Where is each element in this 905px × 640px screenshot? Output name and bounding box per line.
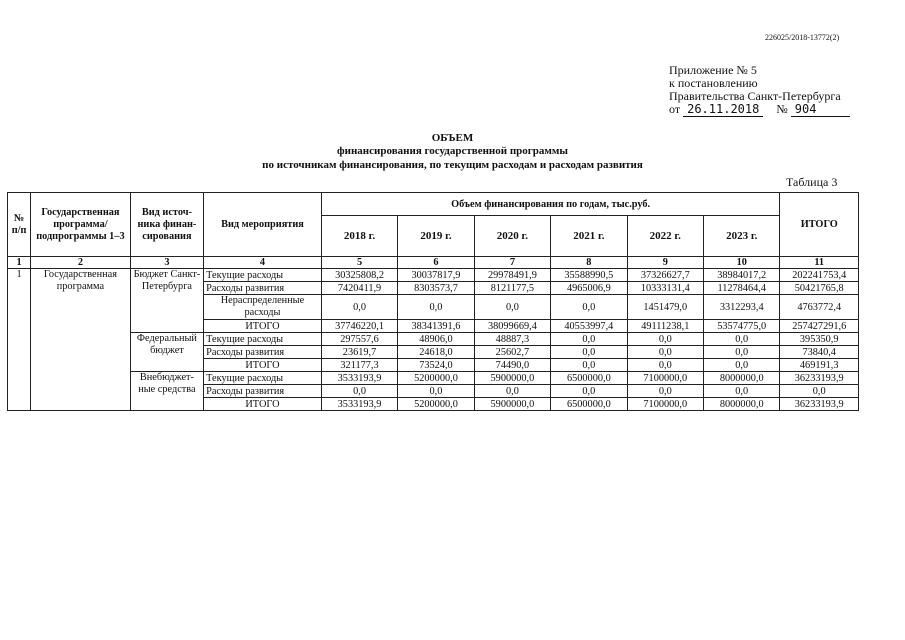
number-label: № (776, 102, 788, 116)
value-cell: 38341391,6 (398, 320, 474, 333)
col-number: 6 (398, 257, 474, 269)
value-cell: 36233193,9 (780, 372, 859, 385)
value-cell: 0,0 (551, 333, 627, 346)
appendix-line-1: Приложение № 5 (669, 63, 757, 77)
value-cell: 0,0 (398, 385, 474, 398)
value-cell: 29978491,9 (474, 269, 550, 282)
col-number: 8 (551, 257, 627, 269)
value-cell: 0,0 (551, 385, 627, 398)
value-cell: 3533193,9 (321, 398, 397, 411)
header-year: 2021 г. (551, 216, 627, 257)
appendix-line-3: Правительства Санкт-Петербурга (669, 89, 841, 103)
value-cell: 5200000,0 (398, 398, 474, 411)
activity-label: ИТОГО (204, 359, 322, 372)
value-cell: 8000000,0 (704, 372, 780, 385)
appendix-block (669, 64, 850, 117)
activity-label: Расходы развития (204, 385, 322, 398)
value-cell: 50421765,8 (780, 282, 859, 295)
value-cell: 23619,7 (321, 346, 397, 359)
value-cell: 73840,4 (780, 346, 859, 359)
header-year: 2023 г. (704, 216, 780, 257)
activity-label: Расходы развития (204, 282, 322, 295)
column-numbers-row (8, 257, 859, 269)
value-cell: 395350,9 (780, 333, 859, 346)
appendix-line-2: к постановлению (669, 76, 758, 90)
header-total: ИТОГО (780, 193, 859, 257)
value-cell: 469191,3 (780, 359, 859, 372)
value-cell: 30037817,9 (398, 269, 474, 282)
table-number: Таблица 3 (786, 175, 838, 189)
value-cell: 0,0 (551, 359, 627, 372)
header-source: Вид источ-ника финан-сирования (130, 193, 203, 257)
activity-label: Расходы развития (204, 346, 322, 359)
value-cell: 0,0 (627, 333, 703, 346)
value-cell: 3312293,4 (704, 295, 780, 320)
value-cell: 8000000,0 (704, 398, 780, 411)
value-cell: 38099669,4 (474, 320, 550, 333)
col-number: 11 (780, 257, 859, 269)
value-cell: 49111238,1 (627, 320, 703, 333)
value-cell: 0,0 (551, 295, 627, 320)
activity-label: Текущие расходы (204, 372, 322, 385)
program-name: Государственная программа (31, 269, 131, 411)
activity-label: ИТОГО (204, 398, 322, 411)
header-year: 2018 г. (321, 216, 397, 257)
table-row (8, 372, 859, 385)
col-number: 3 (130, 257, 203, 269)
value-cell: 48887,3 (474, 333, 550, 346)
value-cell: 53574775,0 (704, 320, 780, 333)
value-cell: 10333131,4 (627, 282, 703, 295)
activity-label: Текущие расходы (204, 269, 322, 282)
value-cell: 0,0 (474, 385, 550, 398)
table-row (8, 333, 859, 346)
value-cell: 37326627,7 (627, 269, 703, 282)
col-number: 7 (474, 257, 550, 269)
value-cell: 6500000,0 (551, 398, 627, 411)
value-cell: 0,0 (474, 295, 550, 320)
header-volume: Объем финансирования по годам, тыс.руб. (321, 193, 780, 216)
activity-label: ИТОГО (204, 320, 322, 333)
row-no: 1 (8, 269, 31, 411)
activity-label: Текущие расходы (204, 333, 322, 346)
appendix-date-line (669, 103, 850, 117)
header-activity: Вид мероприятия (204, 193, 322, 257)
header-program: Государственная программа/ подпрограммы 1–3 (31, 193, 131, 257)
doc-subtitle-2: по источникам финансирования, по текущим расходам и расходам развития (262, 159, 643, 171)
value-cell: 5900000,0 (474, 398, 550, 411)
value-cell: 8121177,5 (474, 282, 550, 295)
header-no: № п/п (8, 193, 31, 257)
value-cell: 6500000,0 (551, 372, 627, 385)
resolution-number: 904 (791, 103, 851, 117)
value-cell: 0,0 (321, 295, 397, 320)
value-cell: 7100000,0 (627, 398, 703, 411)
source-spb: Бюджет Санкт-Петербурга (130, 269, 203, 333)
col-number: 4 (204, 257, 322, 269)
value-cell: 37746220,1 (321, 320, 397, 333)
value-cell: 4763772,4 (780, 295, 859, 320)
value-cell: 8303573,7 (398, 282, 474, 295)
financing-table (7, 192, 859, 411)
value-cell: 35588990,5 (551, 269, 627, 282)
col-number: 2 (31, 257, 131, 269)
value-cell: 0,0 (321, 385, 397, 398)
document-id: 226025/2018-13772(2) (765, 33, 840, 42)
from-label: от (669, 102, 681, 116)
doc-subtitle-1: финансирования государственной программы (337, 145, 568, 157)
value-cell: 7420411,9 (321, 282, 397, 295)
source-extra: Внебюджет-ные средства (130, 372, 203, 411)
value-cell: 0,0 (627, 385, 703, 398)
col-number: 5 (321, 257, 397, 269)
value-cell: 7100000,0 (627, 372, 703, 385)
value-cell: 0,0 (627, 346, 703, 359)
value-cell: 25602,7 (474, 346, 550, 359)
table-row (8, 269, 859, 282)
value-cell: 202241753,4 (780, 269, 859, 282)
activity-label: Нераспределенные расходы (204, 295, 322, 320)
value-cell: 40553997,4 (551, 320, 627, 333)
value-cell: 74490,0 (474, 359, 550, 372)
value-cell: 297557,6 (321, 333, 397, 346)
value-cell: 257427291,6 (780, 320, 859, 333)
col-number: 1 (8, 257, 31, 269)
value-cell: 48906,0 (398, 333, 474, 346)
value-cell: 0,0 (627, 359, 703, 372)
value-cell: 0,0 (704, 333, 780, 346)
value-cell: 0,0 (704, 346, 780, 359)
header-year: 2022 г. (627, 216, 703, 257)
value-cell: 0,0 (780, 385, 859, 398)
col-number: 10 (704, 257, 780, 269)
value-cell: 36233193,9 (780, 398, 859, 411)
value-cell: 24618,0 (398, 346, 474, 359)
value-cell: 30325808,2 (321, 269, 397, 282)
value-cell: 4965006,9 (551, 282, 627, 295)
value-cell: 321177,3 (321, 359, 397, 372)
value-cell: 11278464,4 (704, 282, 780, 295)
value-cell: 0,0 (398, 295, 474, 320)
value-cell: 3533193,9 (321, 372, 397, 385)
value-cell: 0,0 (704, 359, 780, 372)
value-cell: 5900000,0 (474, 372, 550, 385)
value-cell: 38984017,2 (704, 269, 780, 282)
resolution-date: 26.11.2018 (683, 103, 763, 117)
header-year: 2019 г. (398, 216, 474, 257)
value-cell: 5200000,0 (398, 372, 474, 385)
col-number: 9 (627, 257, 703, 269)
header-year: 2020 г. (474, 216, 550, 257)
value-cell: 73524,0 (398, 359, 474, 372)
value-cell: 0,0 (551, 346, 627, 359)
value-cell: 1451479,0 (627, 295, 703, 320)
source-federal: Федеральный бюджет (130, 333, 203, 372)
value-cell: 0,0 (704, 385, 780, 398)
doc-title: ОБЪЕМ (431, 132, 474, 144)
